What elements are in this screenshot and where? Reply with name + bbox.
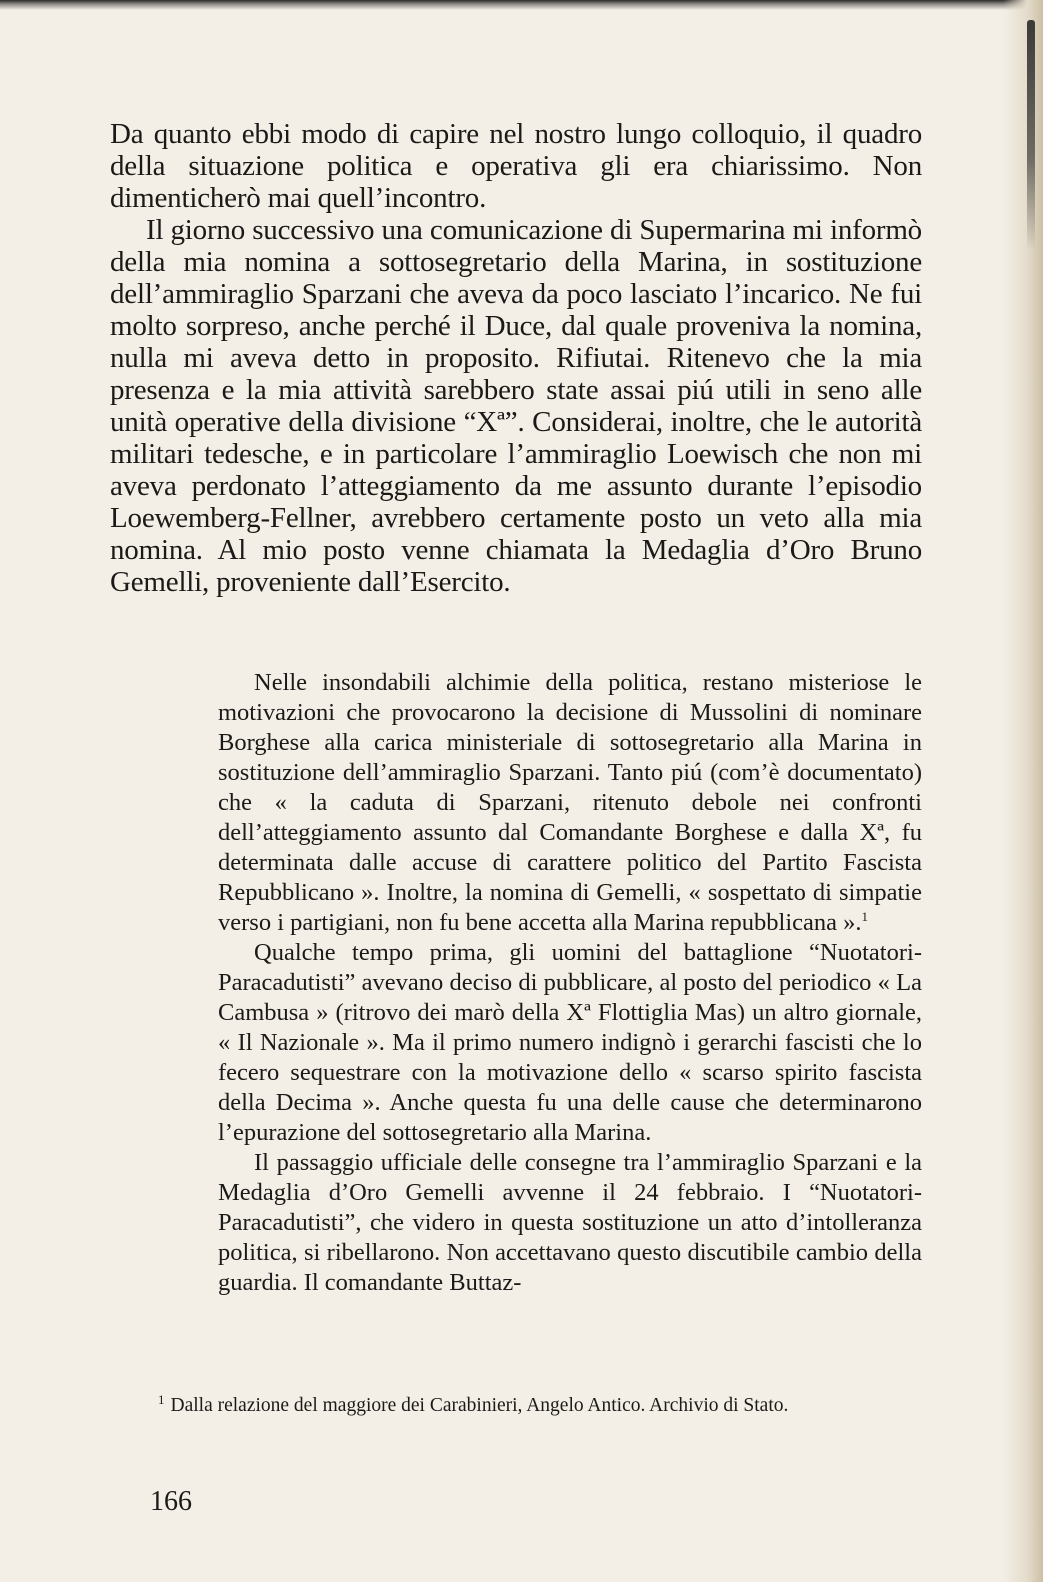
main-text	[110, 118, 922, 598]
commentary-paragraph: Qualche tempo prima, gli uomini del battaglione “Nuotatori-Paracadutisti” avevano deciso di pubblicare, al posto del periodico « La Cambusa » (ritrovo dei marò della Xª Flottiglia Mas) un altro giornale, « Il Nazionale ». Ma il primo numero indignò i gerarchi fascisti che lo fecero sequestrare con la motivazione dello « scarso spirito fascista della Decima ». Anche questa fu una delle cause che determinarono l’epurazione del sottosegretario alla Marina.	[218, 939, 922, 1146]
commentary-paragraph	[218, 668, 922, 938]
commentary-block	[218, 668, 922, 1298]
page-top-edge	[0, 0, 1043, 10]
body-paragraph: Il giorno successivo una comunicazione di Supermarina mi informò della mia nomina a sottosegretario della Marina, in sostituzione dell’ammiraglio Sparzani che aveva da poco lasciato l’incarico. Ne fui molto sorpreso, anche perché il Duce, dal quale proveniva la nomina, nulla mi aveva detto in proposito. Rifiutai. Ritenevo che la mia presenza e la mia attività sarebbero state assai piú utili in seno alle unità operative della divisione “Xª”. Considerai, inoltre, che le autorità militari tedesche, e in particolare l’ammiraglio Loewisch che non mi aveva perdonato l’atteggiamento da me assunto durante l’episodio Loewemberg-Fellner, avrebbero certamente posto un veto alla mia nomina. Al mio posto venne chiamata la Medaglia d’Oro Bruno Gemelli, proveniente dall’Esercito.	[110, 214, 922, 598]
commentary-text: Nelle insondabili alchimie della politica, restano misteriose le motivazioni che provocarono la decisione di Mussolini di nominare Borghese alla carica ministeriale di sottosegretario alla Marina in sostituzione dell’ammiraglio Sparzani. Tanto piú (com’è documentato) che « la caduta di Sparzani, ritenuto debole nei confronti dell’atteggiamento assunto dal Comandante Borghese e dalla Xª, fu determinata dalle accuse di carattere politico del Partito Fascista Repubblicano ». Inoltre, la nomina di Gemelli, « sospettato di simpatie verso i partigiani, non fu bene accetta alla Marina repubblicana ».	[218, 669, 922, 936]
footnote	[110, 1392, 922, 1419]
footnote-number: 1	[158, 1391, 165, 1407]
commentary-paragraph: Il passaggio ufficiale delle consegne tra l’ammiraglio Sparzani e la Medaglia d’Oro Gemelli avvenne il 24 febbraio. I “Nuotatori-Paracadutisti”, che videro in questa sostituzione un atto d’intolleranza politica, si ribellarono. Non accettavano questo discutibile cambio della guardia. Il comandante Buttaz-	[218, 1149, 922, 1296]
page-number: 166	[150, 1486, 192, 1517]
body-paragraph: Da quanto ebbi modo di capire nel nostro lungo colloquio, il quadro della situazione politica e operativa gli era chiarissimo. Non dimenticherò mai quell’incontro.	[110, 118, 922, 214]
footnote-text: Dalla relazione del maggiore dei Carabinieri, Angelo Antico. Archivio di Stato.	[170, 1395, 789, 1416]
page-right-edge	[1003, 0, 1043, 1582]
footnote-reference[interactable]: 1	[861, 908, 869, 924]
binding-shadow	[1027, 20, 1035, 250]
